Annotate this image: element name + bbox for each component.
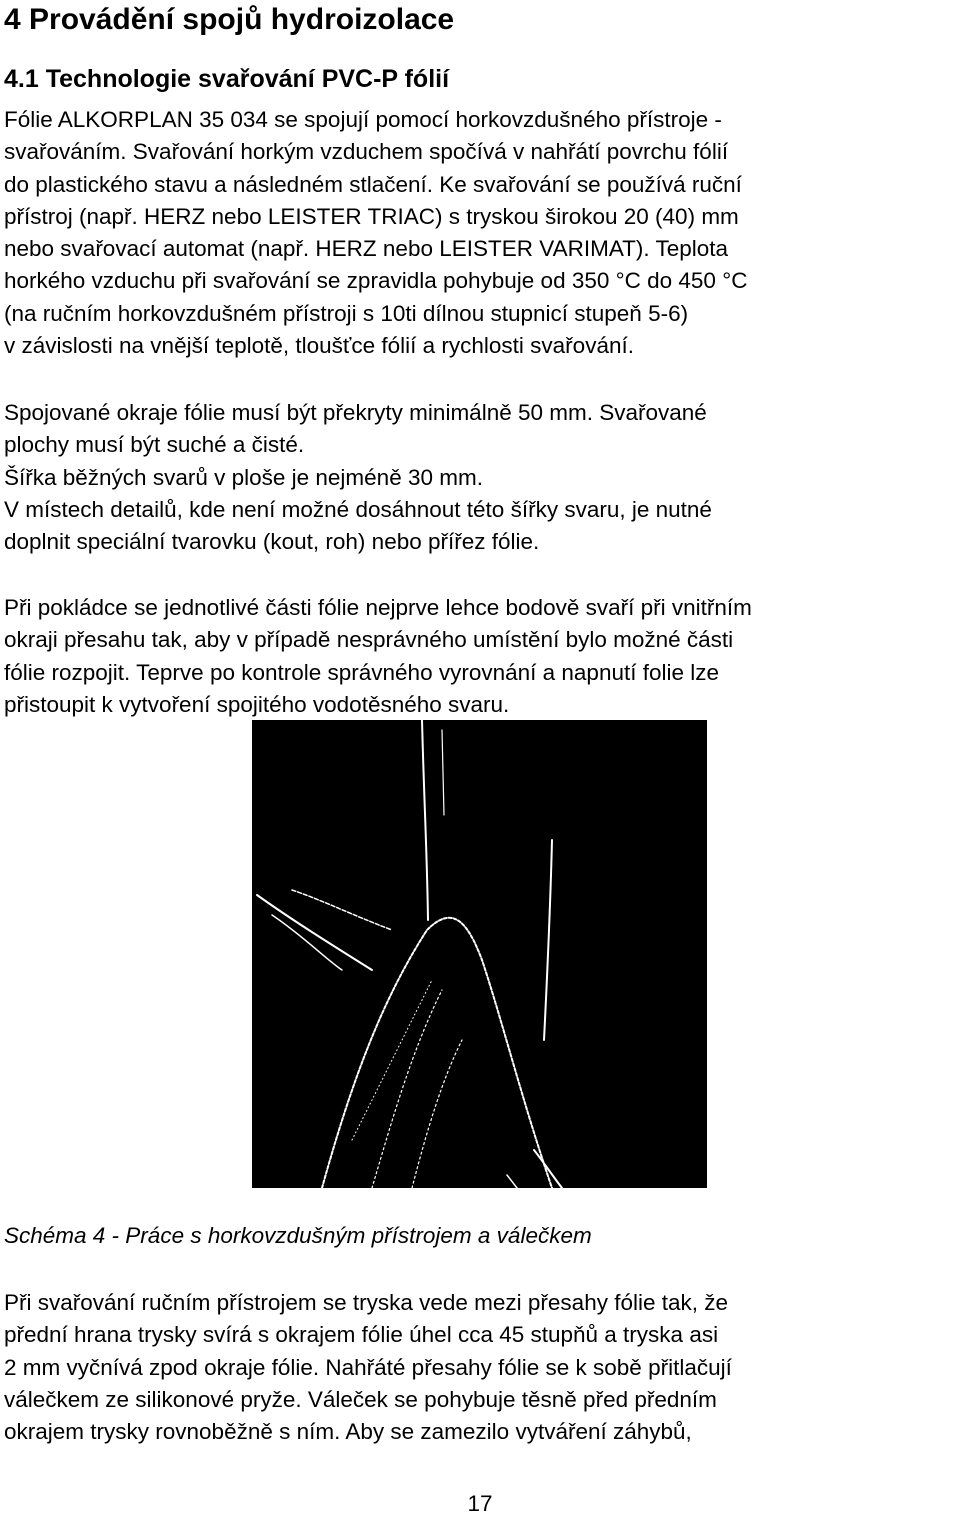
text-line: Při svařování ručním přístrojem se tryska vede mezi přesahy fólie tak, že [4,1290,729,1315]
text-line: přístroj (např. HERZ nebo LEISTER TRIAC) s tryskou širokou 20 (40) mm [4,203,739,229]
text-line: v závislosti na vnější teplotě, tloušťce fólií a rychlosti svařování. [4,333,634,359]
welding-schematic-image [252,720,707,1188]
text-line: V místech detailů, kde není možné dosáhnout této šířky svaru, je nutné [4,496,712,522]
page-number: 17 [467,1491,493,1516]
text-line: 2 mm vyčnívá zpod okraje fólie. Nahřáté přesahy fólie se k sobě přitlačují [4,1354,732,1380]
text-line: doplnit speciální tvarovku (kout, roh) nebo přířez fólie. [4,529,540,555]
text-line: horkého vzduchu při svařování se zpravidla pohybuje od 350 °C do 450 °C [4,268,748,294]
text-line: přistoupit k vytvoření spojitého vodotěsného svaru. [4,691,510,717]
chapter-heading: 4 Provádění spojů hydroizolace [4,3,455,36]
text-line: svařováním. Svařování horkým vzduchem spočívá v nahřátí povrchu fólií [4,139,729,165]
text-line: okraji přesahu tak, aby v případě nesprávného umístění bylo možné části [4,627,734,653]
section-heading: 4.1 Technologie svařování PVC-P fólií [4,65,450,93]
text-line: Šířka běžných svarů v ploše je nejméně 30 mm. [4,464,483,490]
paragraph-spot-welding [4,592,956,721]
paragraph-welding-technology [4,104,956,362]
text-line: plochy musí být suché a čisté. [4,432,305,458]
text-line: Fólie ALKORPLAN 35 034 se spojují pomocí horkovzdušného přístroje - [4,107,722,132]
text-line: nebo svařovací automat (např. HERZ nebo LEISTER VARIMAT). Teplota [4,236,729,262]
text-line: válečkem ze silikonové pryže. Váleček se pohybuje těsně před předním [4,1386,717,1412]
paragraph-overlap-requirements [4,397,956,558]
text-line: Při pokládce se jednotlivé části fólie nejprve lehce bodově svaří při vnitřním [4,595,752,620]
figure-caption: Schéma 4 - Práce s horkovzdušným přístrojem a válečkem [4,1223,592,1248]
text-line: (na ručním horkovzdušném přístroji s 10ti dílnou stupnicí stupeň 5-6) [4,300,689,326]
text-line: přední hrana trysky svírá s okrajem fólie úhel cca 45 stupňů a tryska asi [4,1322,719,1348]
text-line: fólie rozpojit. Teprve po kontrole správného vyrovnání a napnutí folie lze [4,659,720,685]
text-line: Spojované okraje fólie musí být překryty minimálně 50 mm. Svařované [4,400,707,425]
text-line: okrajem trysky rovnoběžně s ním. Aby se zamezilo vytváření záhybů, [4,1419,692,1445]
welding-schematic-drawing [252,720,707,1188]
paragraph-manual-welding [4,1287,956,1448]
text-line: do plastického stavu a následném stlačení. Ke svařování se používá ruční [4,171,742,197]
